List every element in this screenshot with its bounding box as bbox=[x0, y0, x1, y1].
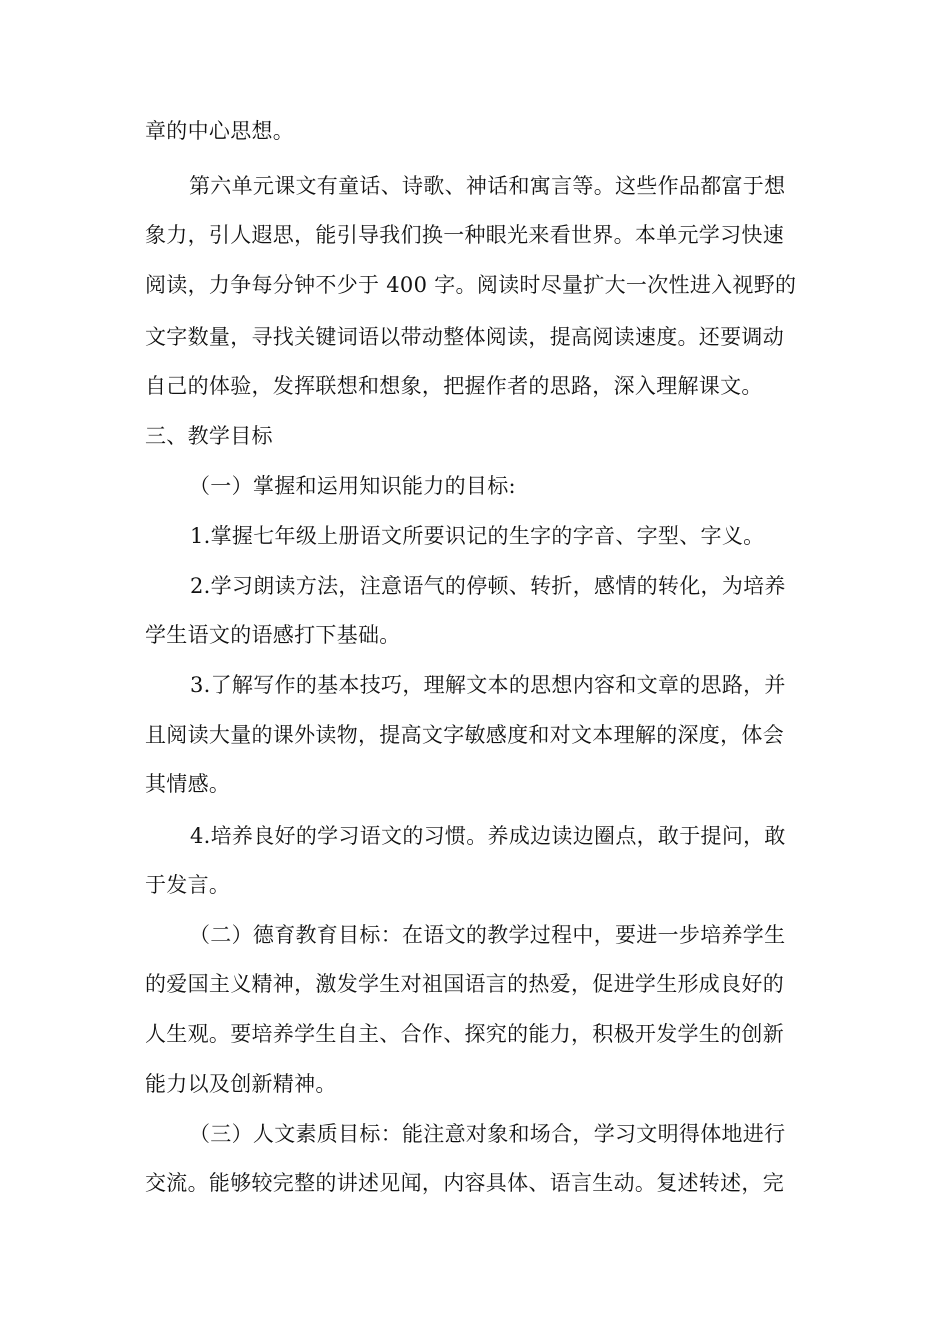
text-line: 于发言。 bbox=[145, 873, 231, 897]
text-line: 人生观。要培养学生自主、合作、探究的能力，积极开发学生的创新 bbox=[145, 1022, 784, 1046]
text-line: 且阅读大量的课外读物，提高文字敏感度和对文本理解的深度，体会 bbox=[145, 723, 784, 747]
text-line: 学生语文的语感打下基础。 bbox=[145, 623, 401, 647]
text-line: 2.学习朗读方法，注意语气的停顿、转折，感情的转化，为培养 bbox=[190, 574, 786, 598]
section-heading: 三、教学目标 bbox=[145, 424, 273, 448]
text-line: 自己的体验，发挥联想和想象，把握作者的思路，深入理解课文。 bbox=[145, 374, 763, 398]
text-line: 文字数量，寻找关键词语以带动整体阅读，提高阅读速度。还要调动 bbox=[145, 325, 784, 349]
subsection-heading: （一）掌握和运用知识能力的目标: bbox=[189, 474, 516, 498]
text-line: 交流。能够较完整的讲述见闻，内容具体、语言生动。复述转述，完 bbox=[145, 1171, 784, 1195]
text-line: 1.掌握七年级上册语文所要识记的生字的字音、字型、字义。 bbox=[190, 524, 765, 548]
text-line: 章的中心思想。 bbox=[145, 119, 295, 143]
text-line: 3.了解写作的基本技巧，理解文本的思想内容和文章的思路，并 bbox=[190, 673, 786, 697]
text-line: 的爱国主义精神，激发学生对祖国语言的热爱，促进学生形成良好的 bbox=[145, 972, 784, 996]
text-line: （二）德育教育目标：在语文的教学过程中，要进一步培养学生 bbox=[189, 923, 786, 947]
text-line: 其情感。 bbox=[145, 772, 231, 796]
text-line: （三）人文素质目标：能注意对象和场合，学习文明得体地进行 bbox=[189, 1122, 786, 1146]
text-line: 阅读，力争每分钟不少于 400 字。阅读时尽量扩大一次性进入视野的 bbox=[145, 273, 797, 297]
text-line: 能力以及创新精神。 bbox=[145, 1072, 337, 1096]
text-line: 4.培养良好的学习语文的习惯。养成边读边圈点，敢于提问，敢 bbox=[190, 824, 786, 848]
text-line: 象力，引人遐思，能引导我们换一种眼光来看世界。本单元学习快速 bbox=[145, 223, 784, 247]
text-line: 第六单元课文有童话、诗歌、神话和寓言等。这些作品都富于想 bbox=[189, 174, 786, 198]
